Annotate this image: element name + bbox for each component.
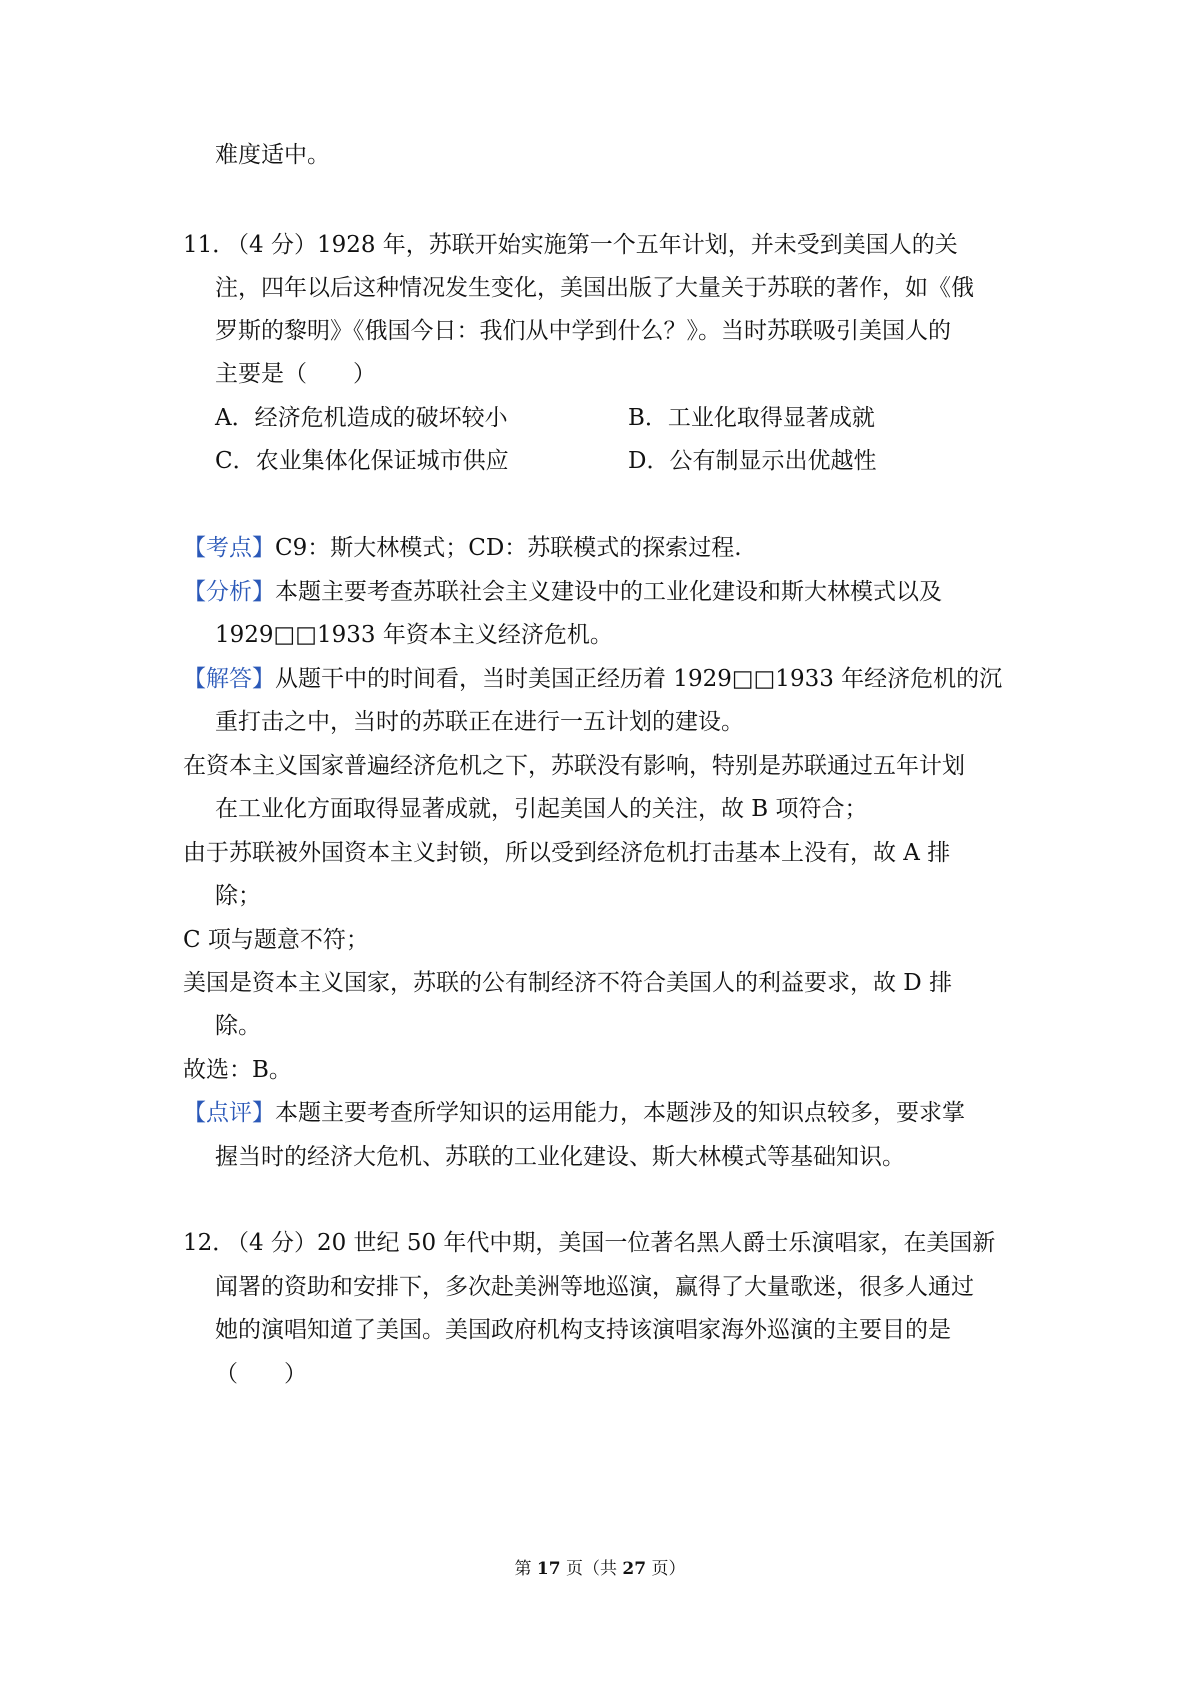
answer-body-line-6: 美国是资本主义国家，苏联的公有制经济不符合美国人的利益要求，故 D 排 bbox=[183, 970, 953, 996]
q11-option-b: B．工业化取得显著成就 bbox=[628, 405, 875, 431]
footer-pre: 第 bbox=[514, 1559, 532, 1579]
footer-total-pages: 27 bbox=[622, 1559, 647, 1579]
answer-choice: 故选：B。 bbox=[183, 1057, 292, 1083]
answer-body-line-3: 由于苏联被外国资本主义封锁，所以受到经济危机打击基本上没有，故 A 排 bbox=[183, 840, 951, 866]
answer-body-line-5: C 项与题意不符； bbox=[183, 927, 369, 953]
q11-option-d: D．公有制显示出优越性 bbox=[628, 448, 877, 474]
q12-stem-line-1: （4 分）20 世纪 50 年代中期，美国一位著名黑人爵士乐演唱家，在美国新 bbox=[226, 1230, 996, 1256]
jieda-section bbox=[183, 664, 1002, 694]
fenxi-section bbox=[183, 577, 942, 607]
kaodian-section bbox=[183, 533, 742, 563]
footer-page-number: 17 bbox=[536, 1559, 561, 1579]
answer-body-line-4: 除； bbox=[215, 883, 261, 909]
question-number-12: 12． bbox=[183, 1230, 236, 1256]
answer-body-line-1: 在资本主义国家普遍经济危机之下，苏联没有影响，特别是苏联通过五年计划 bbox=[183, 753, 965, 779]
q11-option-a: A．经济危机造成的破坏较小 bbox=[215, 405, 508, 431]
q11-option-c: C．农业集体化保证城市供应 bbox=[215, 448, 509, 474]
footer-post: 页） bbox=[651, 1559, 686, 1579]
answer-body-line-2: 在工业化方面取得显著成就，引起美国人的关注，故 B 项符合； bbox=[215, 796, 868, 822]
q11-stem-line-1: （4 分）1928 年，苏联开始实施第一个五年计划，并未受到美国人的关 bbox=[226, 232, 958, 258]
dianping-section bbox=[183, 1098, 965, 1128]
q12-stem-line-2: 闻署的资助和安排下，多次赴美洲等地巡演，赢得了大量歌迷，很多人通过 bbox=[215, 1274, 974, 1300]
answer-body-line-7: 除。 bbox=[215, 1013, 261, 1039]
q11-stem-line-2: 注，四年以后这种情况发生变化，美国出版了大量关于苏联的著作，如《俄 bbox=[215, 275, 974, 301]
fenxi-line-2: 1929□□1933 年资本主义经济危机。 bbox=[215, 622, 613, 648]
dianping-line-1: 本题主要考查所学知识的运用能力，本题涉及的知识点较多，要求掌 bbox=[275, 1100, 965, 1126]
page-footer bbox=[0, 1557, 1200, 1581]
fenxi-line-1: 本题主要考查苏联社会主义建设中的工业化建设和斯大林模式以及 bbox=[275, 579, 942, 605]
fenxi-tag: 【分析】 bbox=[183, 579, 275, 605]
jieda-tag: 【解答】 bbox=[183, 666, 275, 692]
q12-stem-line-4: （ ） bbox=[215, 1361, 307, 1387]
kaodian-tag: 【考点】 bbox=[183, 535, 275, 561]
q11-stem-line-4: 主要是（ ） bbox=[215, 361, 376, 387]
jieda-line-1: 从题干中的时间看，当时美国正经历着 1929□□1933 年经济危机的沉 bbox=[275, 666, 1003, 692]
footer-mid: 页（共 bbox=[566, 1559, 617, 1579]
difficulty-note: 难度适中。 bbox=[215, 142, 330, 168]
kaodian-text: C9：斯大林模式；CD：苏联模式的探索过程. bbox=[275, 535, 742, 561]
question-number-11: 11． bbox=[183, 232, 236, 258]
dianping-line-2: 握当时的经济大危机、苏联的工业化建设、斯大林模式等基础知识。 bbox=[215, 1144, 905, 1170]
jieda-line-2: 重打击之中，当时的苏联正在进行一五计划的建设。 bbox=[215, 709, 744, 735]
q12-stem-line-3: 她的演唱知道了美国。美国政府机构支持该演唱家海外巡演的主要目的是 bbox=[215, 1317, 951, 1343]
dianping-tag: 【点评】 bbox=[183, 1100, 275, 1126]
q11-stem-line-3: 罗斯的黎明》《俄国今日：我们从中学到什么？》。当时苏联吸引美国人的 bbox=[215, 318, 951, 344]
